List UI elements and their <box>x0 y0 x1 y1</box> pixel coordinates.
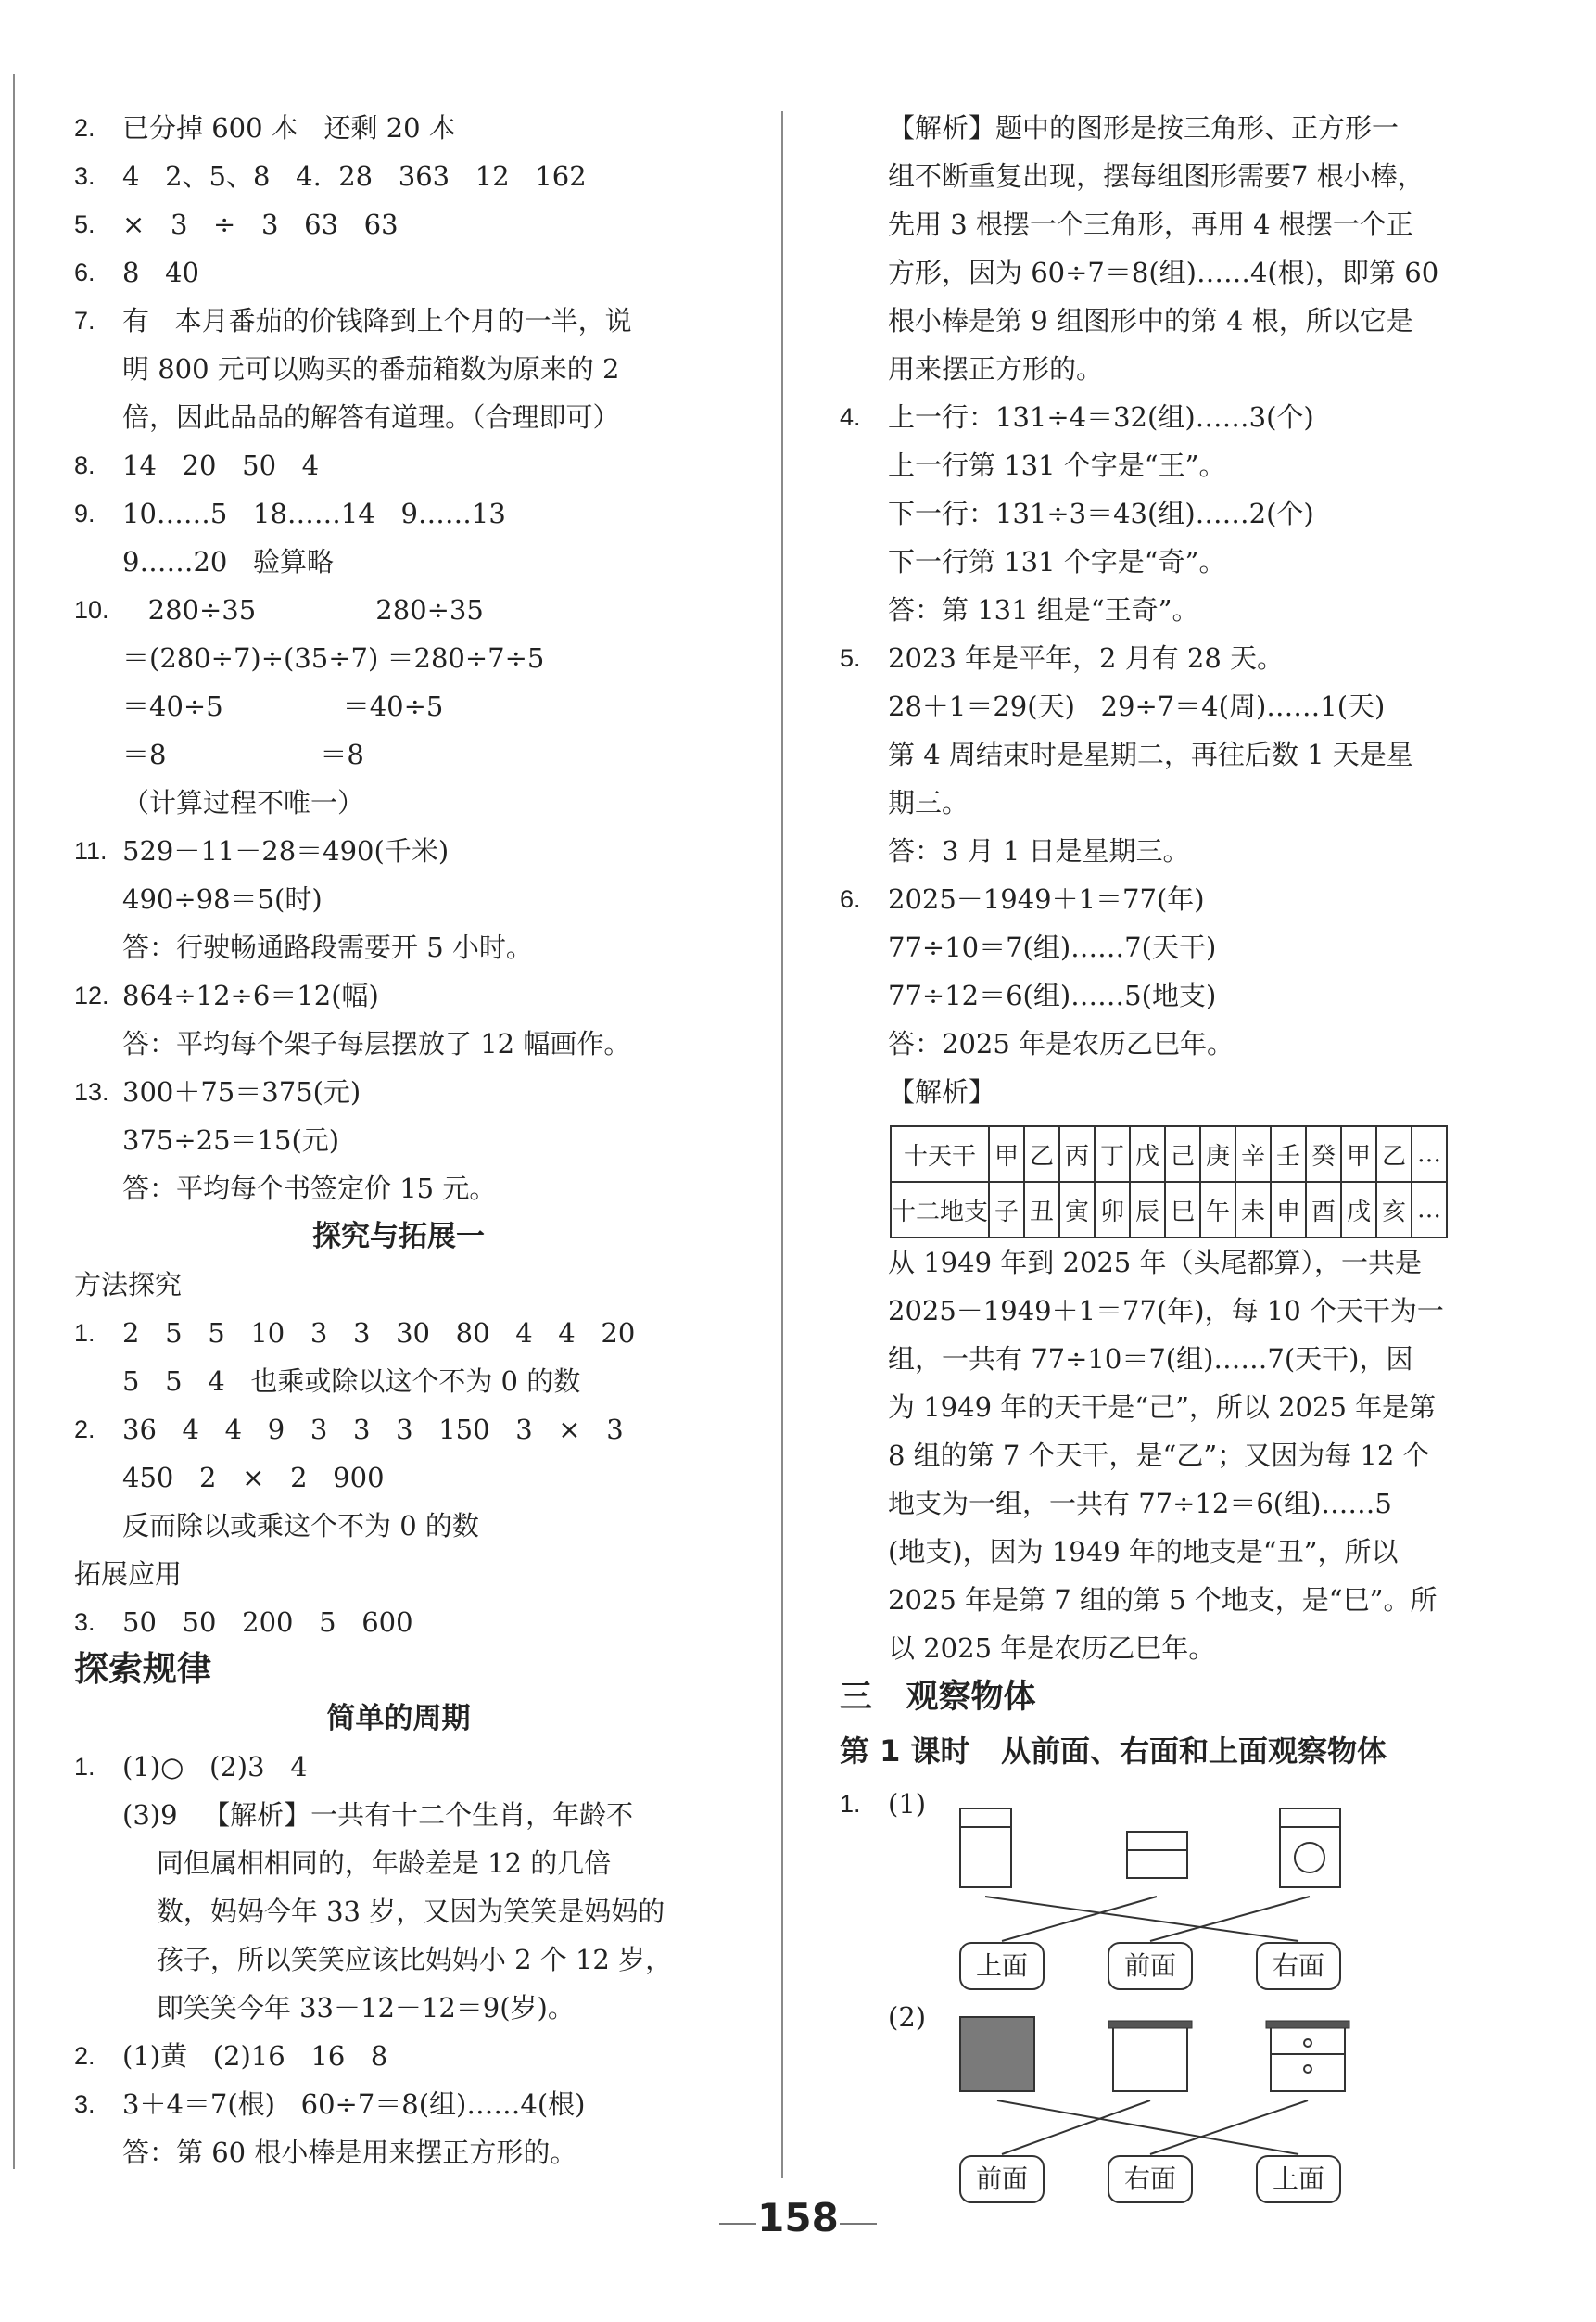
line-text: 根小棒是第 9 组图形中的第 4 根，所以它是 <box>888 305 1413 336</box>
connector-line <box>997 2100 1298 2154</box>
line-text: 上一行：131÷4＝32(组)……3(个) <box>888 401 1314 433</box>
line-text: 上一行第 131 个字是“王”。 <box>888 450 1226 481</box>
table-cell: 寅 <box>1059 1182 1095 1237</box>
line-text: 2 5 5 10 3 3 30 80 4 4 20 <box>122 1317 636 1349</box>
table-cell: 壬 <box>1271 1126 1306 1182</box>
line-text: 孩子，所以笑笑应该比妈妈小 2 个 12 岁， <box>122 1944 673 1975</box>
table-cell: 戌 <box>1341 1182 1376 1237</box>
line-text: 50 50 200 5 600 <box>122 1606 413 1638</box>
front-view-shape <box>960 1808 1011 1887</box>
item-number: 12. <box>74 982 109 1009</box>
item-number: 8. <box>74 451 95 479</box>
item-number: 2. <box>74 114 95 142</box>
section-heading-rules: 探索规律 <box>74 1649 211 1689</box>
top-view-knob <box>1304 2065 1311 2073</box>
line-text: 375÷25＝15(元) <box>122 1124 340 1156</box>
table-cell: 辛 <box>1235 1126 1271 1182</box>
front-view-shape <box>1127 1832 1187 1878</box>
subheading-apply: 拓展应用 <box>74 1558 183 1590</box>
table-cell: 辰 <box>1130 1182 1165 1237</box>
table-cell: 酉 <box>1306 1182 1341 1237</box>
line-text: 期三。 <box>888 787 969 818</box>
section-heading-explore: 探究与拓展一 <box>312 1220 485 1253</box>
label-box-text: 右面 <box>1123 2163 1177 2194</box>
line-text: 答：第 60 根小棒是用来摆正方形的。 <box>122 2137 577 2168</box>
item-number: 13. <box>74 1078 109 1106</box>
line-text: (3)9 【解析】一共有十二个生肖，年龄不 <box>122 1799 634 1831</box>
line-text: 2025－1949＋1＝77(年) <box>888 883 1205 915</box>
line-text: 答：第 131 组是“王奇”。 <box>888 594 1199 626</box>
line-text: 280÷35 280÷35 <box>122 594 484 626</box>
line-text: 倍，因此品品的解答有道理。（合理即可） <box>122 401 620 433</box>
label-box-text: 上面 <box>1272 2163 1325 2194</box>
line-text: 方形，因为 60÷7＝8(组)……4(根)，即第 60 <box>888 257 1439 288</box>
line-text: (地支)，因为 1949 年的地支是“丑”，所以 <box>888 1536 1399 1567</box>
line-text: (1)○ (2)3 4 <box>122 1751 308 1783</box>
line-text: 450 2 × 2 900 <box>122 1462 385 1493</box>
label-box-text: 前面 <box>975 2163 1029 2194</box>
item-number: 3. <box>74 162 95 190</box>
label-box-text: 上面 <box>975 1950 1029 1981</box>
line-text: 529－11－28＝490(千米) <box>122 835 450 867</box>
table-cell: 午 <box>1200 1182 1235 1237</box>
ganzhi-table <box>890 1125 1448 1238</box>
line-text: 28＋1＝29(天) 29÷7＝4(周)……1(天) <box>888 691 1386 722</box>
label-box-text: 右面 <box>1272 1950 1325 1981</box>
right-view-shape <box>1280 1808 1340 1887</box>
item-number: 5. <box>840 644 861 672</box>
item-number: 2. <box>74 1415 95 1443</box>
item-number: 1. <box>840 1790 861 1818</box>
subheading-method: 方法探究 <box>74 1269 183 1301</box>
figure1-diagram <box>932 1795 1451 1998</box>
table-cell: … <box>1412 1126 1447 1182</box>
connector-line <box>1150 1897 1310 1941</box>
table-cell: 丙 <box>1059 1126 1095 1182</box>
line-text: 下一行：131÷3＝43(组)……2(个) <box>888 498 1314 529</box>
item-number: 1. <box>74 1753 95 1781</box>
line-text: 5 5 4 也乘或除以这个不为 0 的数 <box>122 1365 581 1397</box>
item-number: 9. <box>74 500 95 527</box>
line-text: 第 4 周结束时是星期二，再往后数 1 天是星 <box>888 739 1413 770</box>
lesson-heading: 第 1 课时 从前面、右面和上面观察物体 <box>840 1733 1387 1769</box>
table-cell: 癸 <box>1306 1126 1341 1182</box>
line-text: 10……5 18……14 9……13 <box>122 498 506 529</box>
item-number: 1. <box>74 1319 95 1347</box>
line-text: 组不断重复出现，摆每组图形需要7 根小棒， <box>888 160 1425 192</box>
connector-line <box>1002 2100 1150 2154</box>
section-heading-period: 简单的周期 <box>326 1702 471 1735</box>
line-text: 77÷12＝6(组)……5(地支) <box>888 980 1217 1011</box>
unit-heading: 三 观察物体 <box>840 1679 1036 1716</box>
table-cell: 丁 <box>1095 1126 1130 1182</box>
line-text: 9……20 验算略 <box>122 546 335 577</box>
table-cell: 甲 <box>989 1126 1024 1182</box>
left-margin-line <box>13 74 15 2169</box>
line-text: 即笑笑今年 33－12－12＝9(岁)。 <box>122 1992 575 2024</box>
line-text: 组，一共有 77÷10＝7(组)……7(天干)，因 <box>888 1343 1413 1375</box>
line-text: 答：平均每个书签定价 15 元。 <box>122 1173 497 1204</box>
top-view-knob <box>1304 2039 1311 2047</box>
line-text: （计算过程不唯一） <box>122 787 365 818</box>
line-text: 2025－1949＋1＝77(年)，每 10 个天干为一 <box>888 1295 1444 1326</box>
line-text: (1)黄 (2)16 16 8 <box>122 2040 388 2072</box>
line-text: 已分掉 600 本 还剩 20 本 <box>122 112 456 144</box>
connector-line <box>1002 1897 1157 1941</box>
top-view-shape <box>1271 2026 1345 2091</box>
item-number: 10. <box>74 596 109 624</box>
item-number: 7. <box>74 307 95 335</box>
connector-line <box>985 1897 1298 1941</box>
front-view-shape <box>960 2017 1034 2091</box>
table-row <box>891 1126 1447 1182</box>
line-text: 为 1949 年的天干是“己”，所以 2025 年是第 <box>888 1391 1437 1423</box>
page-number: 158 <box>757 2195 839 2240</box>
table-cell: 乙 <box>1024 1126 1059 1182</box>
item-number: 2. <box>74 2042 95 2070</box>
table-cell: … <box>1412 1182 1447 1237</box>
item-number: 3. <box>74 1608 95 1636</box>
table-cell: 乙 <box>1376 1126 1412 1182</box>
table-cell: 未 <box>1235 1182 1271 1237</box>
table-cell: 丑 <box>1024 1182 1059 1237</box>
line-text: 数，妈妈今年 33 岁，又因为笑笑是妈妈的 <box>122 1896 665 1927</box>
line-text: 36 4 4 9 3 3 3 150 3 × 3 <box>122 1414 624 1445</box>
right-view-top <box>1108 2021 1192 2028</box>
table-cell: 戊 <box>1130 1126 1165 1182</box>
line-text: 答：平均每个架子每层摆放了 12 幅画作。 <box>122 1028 631 1059</box>
figure-sub-label: (2) <box>888 2001 927 2033</box>
line-text: 答：3 月 1 日是星期三。 <box>888 835 1190 867</box>
column-divider <box>781 111 783 2178</box>
item-number: 6. <box>74 259 95 286</box>
line-text: 明 800 元可以购买的番茄箱数为原来的 2 <box>122 353 620 385</box>
figure-sub-label: (1) <box>888 1788 927 1820</box>
line-text: ＝(280÷7)÷(35÷7) ＝280÷7÷5 <box>122 642 545 674</box>
line-text: × 3 ÷ 3 63 63 <box>122 209 399 240</box>
line-text: ＝8 ＝8 <box>122 739 364 770</box>
line-text: 答：2025 年是农历乙巳年。 <box>888 1028 1235 1059</box>
right-view-shape <box>1113 2026 1187 2091</box>
right-view-circle <box>1295 1843 1324 1872</box>
line-text: 864÷12÷6＝12(幅) <box>122 980 379 1011</box>
table-cell: 子 <box>989 1182 1024 1237</box>
line-text: 有 本月番茄的价钱降到上个月的一半，说 <box>122 305 632 336</box>
line-text: 用来摆正方形的。 <box>888 353 1104 385</box>
table-cell: 己 <box>1165 1126 1200 1182</box>
line-text: 先用 3 根摆一个三角形，再用 4 根摆一个正 <box>888 209 1413 240</box>
table-cell: 庚 <box>1200 1126 1235 1182</box>
line-text: 8 40 <box>122 257 200 288</box>
line-text: 地支为一组，一共有 77÷12＝6(组)……5 <box>888 1488 1392 1519</box>
line-text: 答：行驶畅通路段需要开 5 小时。 <box>122 932 533 963</box>
line-text: 【解析】题中的图形是按三角形、正方形一 <box>888 112 1400 144</box>
table-cell: 亥 <box>1376 1182 1412 1237</box>
label-box-text: 前面 <box>1123 1950 1177 1981</box>
line-text: ＝40÷5 ＝40÷5 <box>122 691 444 722</box>
line-text: 从 1949 年到 2025 年（头尾都算），一共是 <box>888 1247 1422 1278</box>
item-number: 5. <box>74 210 95 238</box>
line-text: 同但属相相同的，年龄差是 12 的几倍 <box>122 1847 612 1879</box>
table-cell: 巳 <box>1165 1182 1200 1237</box>
table-row-head: 十二地支 <box>891 1182 989 1237</box>
table-row-head: 十天干 <box>891 1126 989 1182</box>
connector-line <box>1150 2100 1308 2154</box>
line-text: 反而除以或乘这个不为 0 的数 <box>122 1510 479 1542</box>
page-number-dash-right <box>840 2223 877 2225</box>
item-number: 11. <box>74 837 108 865</box>
top-view-top <box>1266 2021 1349 2028</box>
line-text: 以 2025 年是农历乙巳年。 <box>888 1632 1216 1664</box>
table-cell: 卯 <box>1095 1182 1130 1237</box>
line-text: 2025 年是第 7 组的第 5 个地支，是“巳”。所 <box>888 1584 1438 1616</box>
item-number: 6. <box>840 885 861 913</box>
line-text: 77÷10＝7(组)……7(天干) <box>888 932 1217 963</box>
line-text: 490÷98＝5(时) <box>122 883 323 915</box>
line-text: 下一行第 131 个字是“奇”。 <box>888 546 1226 577</box>
line-text: 3＋4＝7(根) 60÷7＝8(组)……4(根) <box>122 2088 586 2120</box>
line-text: 8 组的第 7 个天干，是“乙”；又因为每 12 个 <box>888 1440 1430 1471</box>
line-text: 300＋75＝375(元) <box>122 1076 361 1108</box>
table-cell: 甲 <box>1341 1126 1376 1182</box>
item-number: 3. <box>74 2090 95 2118</box>
table-row <box>891 1182 1447 1237</box>
analysis-label: 【解析】 <box>888 1076 996 1108</box>
table-cell: 申 <box>1271 1182 1306 1237</box>
line-text: 4 2、5、8 4. 28 363 12 162 <box>122 160 587 192</box>
line-text: 14 20 50 4 <box>122 450 320 481</box>
line-text: 2023 年是平年，2 月有 28 天。 <box>888 642 1285 674</box>
figure2-diagram <box>932 2008 1451 2212</box>
item-number: 4. <box>840 403 861 431</box>
